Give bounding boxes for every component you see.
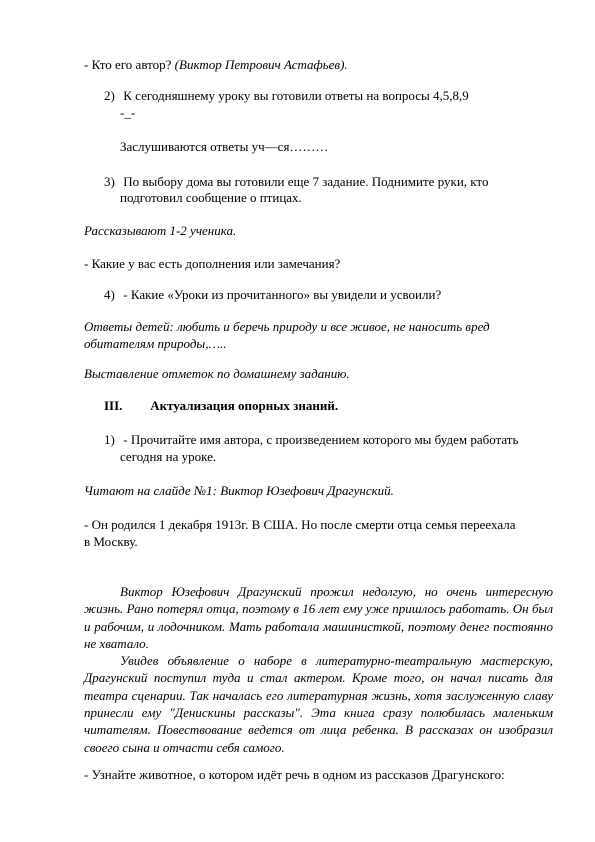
question-text: - Кто его автор? <box>84 57 175 72</box>
birth-info-cont: в Москву. <box>84 534 138 549</box>
children-answers-cont: обитателям природы,….. <box>84 336 227 351</box>
list-item-3-cont: подготовил сообщение о птицах. <box>120 190 302 205</box>
section-number: III. <box>104 398 123 413</box>
students-tell: Рассказывают 1-2 ученика. <box>84 223 237 238</box>
list-number: 3) <box>104 174 115 189</box>
list-item-text: По выбору дома вы готовили еще 7 задание. Поднимите руки, кто <box>123 174 489 189</box>
list-item-3 <box>104 174 488 190</box>
list-item-4 <box>104 287 441 303</box>
list-item-1-cont: сегодня на уроке. <box>120 449 217 464</box>
list-number: 2) <box>104 88 115 103</box>
biography-block <box>84 583 553 756</box>
dash-line: -_- <box>120 105 136 120</box>
grading-note: Выставление отметок по домашнему заданию. <box>84 366 350 381</box>
section-title: Актуализация опорных знаний. <box>150 398 339 413</box>
answer-italic: (Виктор Петрович Астафьев). <box>174 57 348 72</box>
question-author <box>84 57 348 73</box>
animal-question: - Узнайте животное, о котором идёт речь в одном из рассказов Драгунского: <box>84 767 505 782</box>
listening-note: Заслушиваются ответы уч—ся……… <box>120 139 329 154</box>
list-item-2 <box>104 88 469 104</box>
section-heading <box>104 398 338 414</box>
birth-info: - Он родился 1 декабря 1913г. В США. Но после смерти отца семья переехала <box>84 517 516 532</box>
children-answers: Ответы детей: любить и беречь природу и все живое, не наносить вред <box>84 319 490 334</box>
list-number: 4) <box>104 287 115 302</box>
list-item-1 <box>104 432 518 448</box>
question-additions: - Какие у вас есть дополнения или замечания? <box>84 256 341 271</box>
list-item-text: - Какие «Уроки из прочитанного» вы увидели и усвоили? <box>123 287 442 302</box>
list-number: 1) <box>104 432 115 447</box>
list-item-text: - Прочитайте имя автора, с произведением которого мы будем работать <box>123 432 519 447</box>
biography-paragraph-2: Увидев объявление о наборе в литературно-театральную мастерскую, Драгунский поступил туда и стал актером. Кроме того, он начал писать для театра сценарии. Так началась его литературная жизнь, хотя заслуженную славу принесли ему "Денискины рассказы". Эта книга сразу полюбилась маленьким читателям. Повествование ведется от лица ребенка. В рассказах он изобразил своего сына и отчасти себя самого. <box>84 653 553 755</box>
list-item-text: К сегодняшнему уроку вы готовили ответы на вопросы 4,5,8,9 <box>123 88 469 103</box>
slide-note: Читают на слайде №1: Виктор Юзефович Драгунский. <box>84 483 394 498</box>
biography-paragraph-1: Виктор Юзефович Драгунский прожил недолгую, но очень интересную жизнь. Рано потерял отца, поэтому в 16 лет ему уже пришлось работать. Он был и рабочим, и лодочником. Мать работала машинисткой, поэтому денег постоянно не хватало. <box>84 584 553 651</box>
